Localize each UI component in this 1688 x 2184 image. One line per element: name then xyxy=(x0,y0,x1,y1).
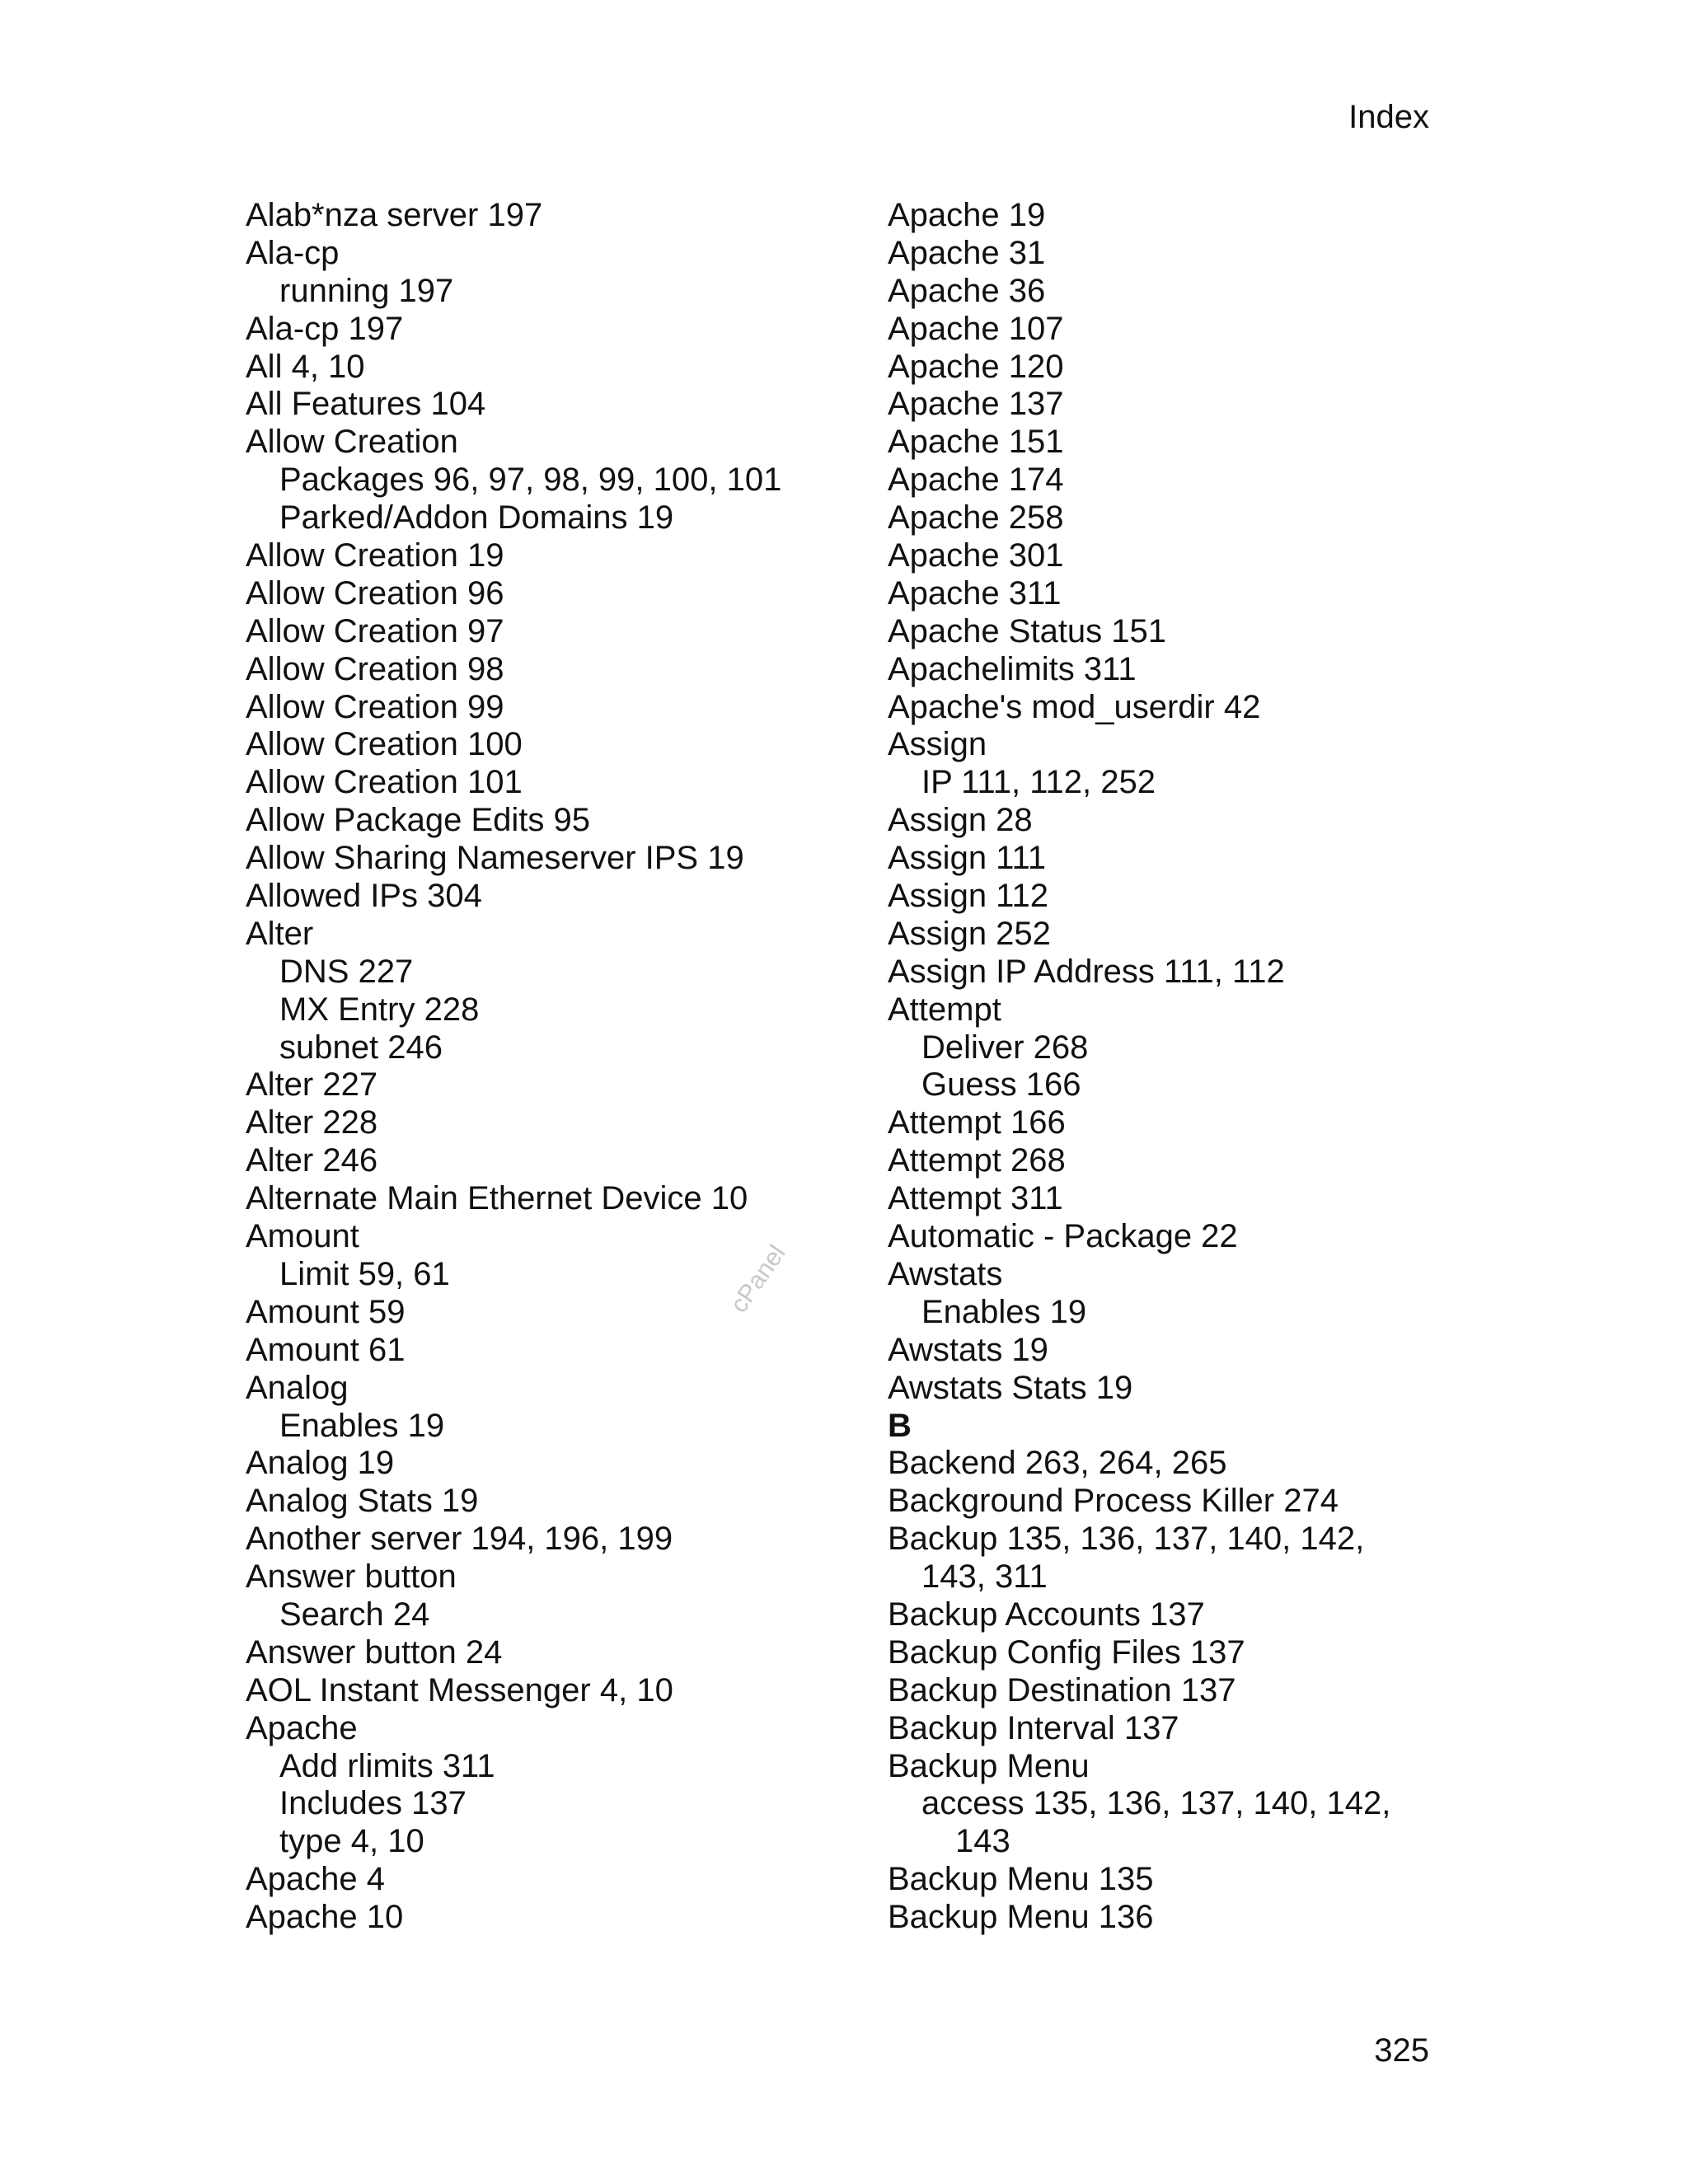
page-number: 325 xyxy=(1374,2032,1429,2069)
index-entry: Apache 31 xyxy=(888,234,1046,271)
index-entry: Allow Creation 19 xyxy=(246,537,504,574)
index-entry: Answer button 24 xyxy=(246,1633,503,1671)
index-subentry: Enables 19 xyxy=(921,1293,1087,1330)
index-entry: Apache 10 xyxy=(246,1899,404,1936)
index-subentry: type 4, 10 xyxy=(279,1823,424,1860)
index-entry: Analog Stats 19 xyxy=(246,1483,479,1520)
index-entry: Ala-cp 197 xyxy=(246,310,404,347)
index-subentry: IP 111, 112, 252 xyxy=(921,764,1156,801)
index-entry: Backup Menu 136 xyxy=(888,1899,1154,1936)
index-subentry: running 197 xyxy=(279,272,454,309)
index-subentry: Packages 96, 97, 98, 99, 100, 101 xyxy=(279,462,782,499)
index-entry: Backup Config Files 137 xyxy=(888,1633,1245,1671)
index-entry: Apache 151 xyxy=(888,424,1064,461)
index-entry: Alter 227 xyxy=(246,1066,378,1104)
index-entry: Apache's mod_userdir 42 xyxy=(888,688,1261,725)
index-entry: Awstats xyxy=(888,1255,1003,1292)
index-column-right xyxy=(888,197,1481,1937)
index-subentry: MX Entry 228 xyxy=(279,991,480,1028)
index-subentry: Add rlimits 311 xyxy=(279,1747,495,1784)
index-entry: Apachelimits 311 xyxy=(888,650,1137,687)
index-entry: Allowed IPs 304 xyxy=(246,878,482,915)
index-entry: Alab*nza server 197 xyxy=(246,197,543,233)
index-entry-continuation: 143, 311 xyxy=(921,1558,1048,1596)
index-entry: Allow Creation xyxy=(246,424,458,461)
index-entry: Assign 28 xyxy=(888,802,1033,839)
index-entry: Apache 174 xyxy=(888,462,1064,499)
index-entry: Allow Creation 99 xyxy=(246,688,504,725)
index-entry: Alter 246 xyxy=(246,1142,378,1179)
index-subentry: Search 24 xyxy=(279,1596,430,1633)
index-entry: Apache 120 xyxy=(888,348,1064,385)
index-entry: Automatic - Package 22 xyxy=(888,1218,1238,1255)
index-entry: Analog xyxy=(246,1369,349,1406)
index-entry: Attempt 311 xyxy=(888,1180,1063,1217)
index-entry: Backup 135, 136, 137, 140, 142, xyxy=(888,1521,1365,1558)
index-subentry: Deliver 268 xyxy=(921,1029,1089,1066)
index-entry: Apache 301 xyxy=(888,537,1064,574)
index-entry: Alter xyxy=(246,915,314,952)
index-entry: All 4, 10 xyxy=(246,348,365,385)
index-entry: Awstats Stats 19 xyxy=(888,1369,1133,1406)
index-entry: Apache 107 xyxy=(888,310,1064,347)
index-letter-heading: B xyxy=(888,1407,912,1444)
index-entry: Apache 311 xyxy=(888,574,1062,612)
index-entry: Amount xyxy=(246,1218,359,1255)
index-entry: Allow Creation 100 xyxy=(246,726,523,763)
index-subentry: Enables 19 xyxy=(279,1407,445,1444)
index-entry: Backup Menu 135 xyxy=(888,1861,1154,1898)
index-subentry: subnet 246 xyxy=(279,1029,443,1066)
index-entry: Another server 194, 196, 199 xyxy=(246,1521,673,1558)
index-entry: AOL Instant Messenger 4, 10 xyxy=(246,1671,673,1708)
index-entry: Allow Creation 101 xyxy=(246,764,523,801)
index-entry: Allow Creation 97 xyxy=(246,612,504,649)
index-entry: Ala-cp xyxy=(246,234,340,271)
index-entry: Allow Sharing Nameserver IPS 19 xyxy=(246,840,744,877)
index-entry: Apache 258 xyxy=(888,499,1064,537)
index-entry: Apache 4 xyxy=(246,1861,386,1898)
index-entry: Backend 263, 264, 265 xyxy=(888,1445,1227,1482)
index-entry: Backup Accounts 137 xyxy=(888,1596,1205,1633)
index-entry: Allow Package Edits 95 xyxy=(246,802,591,839)
index-subentry: Guess 166 xyxy=(921,1066,1081,1104)
index-column-left xyxy=(246,197,823,1937)
index-entry: Analog 19 xyxy=(246,1445,395,1482)
index-entry: Allow Creation 98 xyxy=(246,650,504,687)
index-entry: Attempt xyxy=(888,991,1001,1028)
index-entry: Apache Status 151 xyxy=(888,612,1167,649)
index-entry: Assign 111 xyxy=(888,840,1046,877)
watermark: cPanel xyxy=(725,1240,791,1318)
index-entry: Assign 112 xyxy=(888,878,1048,915)
index-entry: Backup Destination 137 xyxy=(888,1671,1236,1708)
index-entry: Background Process Killer 274 xyxy=(888,1483,1339,1520)
index-entry: Amount 59 xyxy=(246,1293,406,1330)
index-subentry: Limit 59, 61 xyxy=(279,1255,450,1292)
index-subentry: Includes 137 xyxy=(279,1785,467,1822)
index-entry: Answer button xyxy=(246,1558,457,1596)
index-entry: Alter 228 xyxy=(246,1104,378,1141)
index-entry: Apache 36 xyxy=(888,272,1046,309)
index-entry: Assign IP Address 111, 112 xyxy=(888,953,1285,990)
index-entry: All Features 104 xyxy=(246,386,486,423)
index-entry-continuation: 143 xyxy=(955,1823,1010,1860)
index-entry: Backup Menu xyxy=(888,1747,1090,1784)
index-entry: Attempt 268 xyxy=(888,1142,1066,1179)
index-entry: Apache 19 xyxy=(888,197,1046,233)
index-entry: Assign 252 xyxy=(888,915,1051,952)
index-entry: Allow Creation 96 xyxy=(246,574,504,612)
index-subentry: Parked/Addon Domains 19 xyxy=(279,499,674,537)
index-entry: Apache 137 xyxy=(888,386,1064,423)
index-entry: Amount 61 xyxy=(246,1331,406,1368)
index-entry: Assign xyxy=(888,726,987,763)
index-entry: Alternate Main Ethernet Device 10 xyxy=(246,1180,748,1217)
index-subentry: access 135, 136, 137, 140, 142, xyxy=(921,1785,1391,1822)
index-entry: Backup Interval 137 xyxy=(888,1709,1179,1746)
index-entry: Apache xyxy=(246,1709,358,1746)
index-entry: Attempt 166 xyxy=(888,1104,1066,1141)
running-head: Index xyxy=(1348,99,1429,135)
index-subentry: DNS 227 xyxy=(279,953,414,990)
index-entry: Awstats 19 xyxy=(888,1331,1048,1368)
